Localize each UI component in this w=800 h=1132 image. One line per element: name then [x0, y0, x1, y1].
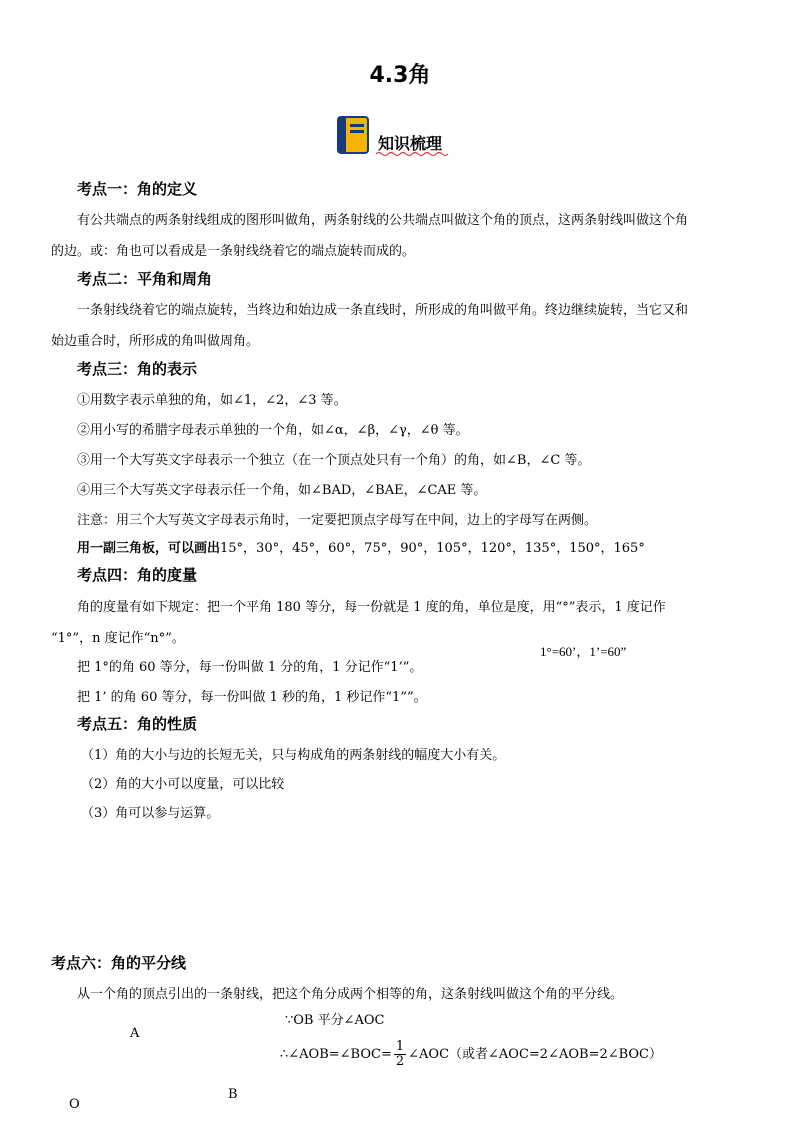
set-square-angles: 15°，30°，45°，60°，75°，90°，105°，120°，135°，150°，165° — [220, 541, 645, 556]
measurement-line-3: 把 1°的角 60 等分，每一份叫做 1 分的角，1 分记作“1’”。 — [77, 660, 423, 675]
notation-item-4: ④用三个大写英文字母表示任一个角，如∠BAD，∠BAE，∠CAE 等。 — [77, 483, 487, 498]
section-heading-straight-full-angle: 考点二：平角和周角 — [77, 270, 213, 288]
set-square-bold-text: 用一副三角板，可以画出 — [77, 541, 221, 556]
page-title: 4.3角 — [369, 63, 431, 88]
measurement-line-1: 角的度量有如下规定：把一个平角 180 等分，每一份就是 1 度的角，单位是度，用“°”表示，1 度记作 — [77, 600, 666, 615]
one-half-fraction — [394, 1040, 406, 1069]
straight-angle-line-2: 始边重合时，所形成的角叫做周角。 — [51, 334, 260, 349]
section-heading-properties: 考点五：角的性质 — [77, 715, 198, 733]
fraction-numerator: 1 — [395, 1039, 405, 1054]
therefore-prefix: ∴∠AOB=∠BOC= — [280, 1047, 392, 1062]
property-item-2: （2）角的大小可以度量，可以比较 — [81, 777, 285, 792]
point-label-a: A — [130, 1026, 140, 1041]
point-label-o: O — [69, 1097, 80, 1112]
fraction-denominator: 2 — [395, 1054, 405, 1069]
notation-item-3: ③用一个大写英文字母表示一个独立（在一个顶点处只有一个角）的角，如∠B，∠C 等。 — [77, 453, 591, 468]
measurement-line-4: 把 1’ 的角 60 等分，每一份叫做 1 秒的角，1 秒记作“1””。 — [77, 690, 427, 705]
notation-item-2: ②用小写的希腊字母表示单独的一个角，如∠α，∠β，∠γ，∠θ 等。 — [77, 423, 469, 438]
section-heading-definition: 考点一：角的定义 — [77, 180, 198, 198]
therefore-suffix: ∠AOC（或者∠AOC=2∠AOB=2∠BOC） — [408, 1047, 663, 1062]
book-icon — [336, 115, 372, 155]
bisector-therefore — [280, 1040, 662, 1069]
section-heading-measurement: 考点四：角的度量 — [77, 566, 198, 584]
bisector-definition: 从一个角的顶点引出的一条射线，把这个角分成两个相等的角，这条射线叫做这个角的平分线。 — [77, 987, 624, 1002]
definition-line-2: 的边。或：角也可以看成是一条射线绕着它的端点旋转而成的。 — [51, 244, 416, 259]
property-item-1: （1）角的大小与边的长短无关，只与构成角的两条射线的幅度大小有关。 — [81, 748, 506, 763]
section-heading-notation: 考点三：角的表示 — [77, 360, 198, 378]
bisector-given: ∵OB 平分∠AOC — [285, 1013, 385, 1028]
definition-line-1: 有公共端点的两条射线组成的图形叫做角，两条射线的公共端点叫做这个角的顶点，这两条射线叫做这个角 — [77, 213, 689, 228]
set-square-line — [77, 537, 645, 556]
property-item-3: （3）角可以参与运算。 — [81, 806, 220, 821]
straight-angle-line-1: 一条射线绕着它的端点旋转，当终边和始边成一条直线时，所形成的角叫做平角。终边继续旋转，当它又和 — [77, 303, 689, 318]
measurement-line-2: “1°”，n 度记作“n°”。 — [51, 631, 185, 646]
point-label-b: B — [228, 1087, 238, 1102]
notation-item-1: ①用数字表示单独的角，如∠1，∠2，∠3 等。 — [77, 393, 347, 408]
notation-note: 注意：用三个大写英文字母表示角时，一定要把顶点字母写在中间，边上的字母写在两侧。 — [77, 513, 598, 528]
wavy-underline — [376, 151, 450, 157]
section-heading-bisector: 考点六：角的平分线 — [51, 954, 187, 972]
unit-conversion-note: 1°=60’，1’=60” — [540, 644, 627, 659]
banner-label: 知识梳理 — [378, 134, 443, 153]
